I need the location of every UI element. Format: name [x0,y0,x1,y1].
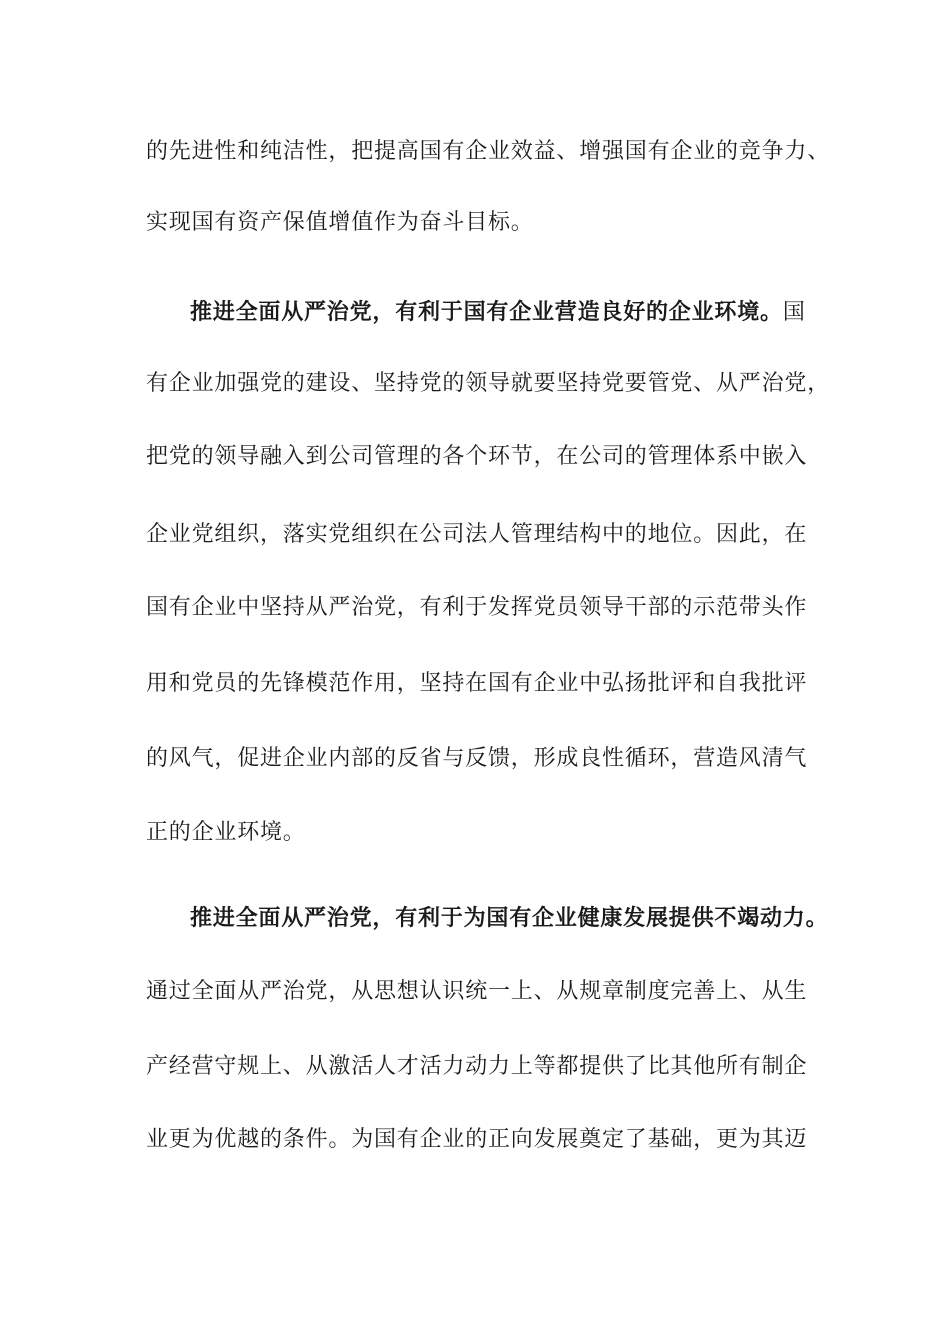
paragraph-bold-lead: 推进全面从严治党，有利于国有企业营造良好的企业环境。 [190,299,783,325]
text-line: 把党的领导融入到公司管理的各个环节，在公司的管理体系中嵌入 [146,444,808,469]
text-line: 的先进性和纯洁性，把提高国有企业效益、增强国有企业的竞争力、 [146,139,831,164]
text-line: 业更为优越的条件。为国有企业的正向发展奠定了基础，更为其迈 [146,1127,808,1152]
text-line: 实现国有资产保值增值作为奋斗目标。 [146,210,534,235]
text-line: 用和党员的先锋模范作用，坚持在国有企业中弘扬批评和自我批评 [146,671,808,696]
paragraph-heading-line [190,297,826,328]
text-line: 企业党组织，落实党组织在公司法人管理结构中的地位。因此，在 [146,522,808,547]
text-line: 产经营守规上、从激活人才活力动力上等都提供了比其他所有制企 [146,1054,808,1079]
text-line: 有企业加强党的建设、坚持党的领导就要坚持党要管党、从严治党， [146,371,831,396]
paragraph-lead-tail: 国 [782,300,806,325]
text-line: 的风气，促进企业内部的反省与反馈，形成良性循环，营造风清气 [146,746,808,771]
text-line: 正的企业环境。 [146,820,306,845]
paragraph-bold-lead: 推进全面从严治党，有利于为国有企业健康发展提供不竭动力。 [190,905,829,931]
text-line: 国有企业中坚持从严治党，有利于发挥党员领导干部的示范带头作 [146,595,808,620]
text-line: 通过全面从严治党，从思想认识统一上、从规章制度完善上、从生 [146,979,808,1004]
